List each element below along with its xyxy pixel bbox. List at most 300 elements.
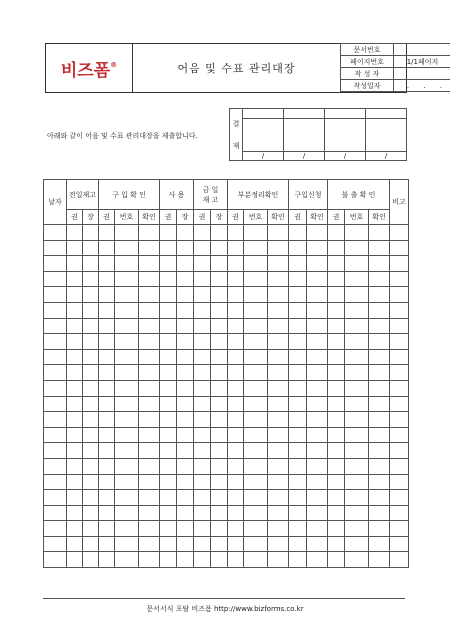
approval-sign-cell[interactable] bbox=[366, 119, 407, 152]
table-cell[interactable] bbox=[115, 490, 139, 506]
table-cell[interactable] bbox=[268, 427, 289, 443]
table-cell[interactable] bbox=[99, 396, 115, 412]
table-cell[interactable] bbox=[289, 365, 307, 381]
table-cell[interactable] bbox=[369, 474, 390, 490]
table-cell[interactable] bbox=[289, 474, 307, 490]
table-cell[interactable] bbox=[390, 334, 409, 350]
table-cell[interactable] bbox=[67, 536, 83, 552]
table-cell[interactable] bbox=[67, 225, 83, 241]
table-cell[interactable] bbox=[228, 334, 244, 350]
table-cell[interactable] bbox=[177, 552, 194, 568]
table-cell[interactable] bbox=[307, 365, 328, 381]
table-cell[interactable] bbox=[194, 458, 211, 474]
table-cell[interactable] bbox=[307, 396, 328, 412]
table-cell[interactable] bbox=[369, 318, 390, 334]
table-cell[interactable] bbox=[160, 521, 177, 537]
table-cell[interactable] bbox=[328, 271, 345, 287]
table-cell[interactable] bbox=[115, 256, 139, 272]
table-cell[interactable] bbox=[194, 552, 211, 568]
table-cell[interactable] bbox=[67, 521, 83, 537]
table-cell[interactable] bbox=[194, 443, 211, 459]
table-cell[interactable] bbox=[177, 458, 194, 474]
table-cell[interactable] bbox=[369, 225, 390, 241]
table-cell[interactable] bbox=[345, 427, 369, 443]
table-cell[interactable] bbox=[268, 521, 289, 537]
table-cell[interactable] bbox=[99, 380, 115, 396]
table-cell[interactable] bbox=[345, 505, 369, 521]
table-cell[interactable] bbox=[369, 271, 390, 287]
table-cell[interactable] bbox=[44, 287, 67, 303]
table-cell[interactable] bbox=[244, 521, 268, 537]
table-cell[interactable] bbox=[67, 458, 83, 474]
table-cell[interactable] bbox=[268, 225, 289, 241]
table-cell[interactable] bbox=[139, 318, 160, 334]
table-cell[interactable] bbox=[289, 412, 307, 428]
table-cell[interactable] bbox=[115, 302, 139, 318]
table-cell[interactable] bbox=[369, 240, 390, 256]
table-cell[interactable] bbox=[194, 380, 211, 396]
table-cell[interactable] bbox=[307, 412, 328, 428]
table-cell[interactable] bbox=[268, 302, 289, 318]
table-cell[interactable] bbox=[268, 552, 289, 568]
table-cell[interactable] bbox=[177, 287, 194, 303]
table-cell[interactable] bbox=[369, 365, 390, 381]
table-cell[interactable] bbox=[99, 536, 115, 552]
table-cell[interactable] bbox=[139, 552, 160, 568]
table-cell[interactable] bbox=[44, 521, 67, 537]
table-cell[interactable] bbox=[328, 412, 345, 428]
table-cell[interactable] bbox=[99, 427, 115, 443]
table-cell[interactable] bbox=[289, 536, 307, 552]
table-cell[interactable] bbox=[44, 505, 67, 521]
table-cell[interactable] bbox=[369, 287, 390, 303]
table-cell[interactable] bbox=[44, 552, 67, 568]
table-cell[interactable] bbox=[307, 490, 328, 506]
table-cell[interactable] bbox=[194, 271, 211, 287]
table-cell[interactable] bbox=[328, 318, 345, 334]
table-cell[interactable] bbox=[160, 302, 177, 318]
table-cell[interactable] bbox=[139, 490, 160, 506]
table-cell[interactable] bbox=[83, 505, 99, 521]
table-cell[interactable] bbox=[390, 443, 409, 459]
table-cell[interactable] bbox=[83, 380, 99, 396]
table-cell[interactable] bbox=[139, 474, 160, 490]
table-cell[interactable] bbox=[228, 396, 244, 412]
table-cell[interactable] bbox=[177, 490, 194, 506]
table-cell[interactable] bbox=[177, 225, 194, 241]
table-cell[interactable] bbox=[211, 536, 228, 552]
table-cell[interactable] bbox=[244, 318, 268, 334]
table-cell[interactable] bbox=[307, 474, 328, 490]
table-cell[interactable] bbox=[44, 240, 67, 256]
table-cell[interactable] bbox=[67, 552, 83, 568]
table-cell[interactable] bbox=[160, 318, 177, 334]
table-cell[interactable] bbox=[194, 287, 211, 303]
table-cell[interactable] bbox=[194, 318, 211, 334]
table-cell[interactable] bbox=[328, 380, 345, 396]
table-cell[interactable] bbox=[99, 287, 115, 303]
table-cell[interactable] bbox=[289, 271, 307, 287]
table-cell[interactable] bbox=[99, 443, 115, 459]
table-cell[interactable] bbox=[345, 334, 369, 350]
table-cell[interactable] bbox=[228, 256, 244, 272]
table-cell[interactable] bbox=[160, 287, 177, 303]
table-cell[interactable] bbox=[328, 427, 345, 443]
table-cell[interactable] bbox=[115, 521, 139, 537]
meta-value-doc-number[interactable] bbox=[394, 44, 450, 56]
table-cell[interactable] bbox=[83, 458, 99, 474]
table-cell[interactable] bbox=[160, 552, 177, 568]
table-cell[interactable] bbox=[211, 474, 228, 490]
table-cell[interactable] bbox=[139, 287, 160, 303]
table-cell[interactable] bbox=[83, 302, 99, 318]
table-cell[interactable] bbox=[115, 334, 139, 350]
table-cell[interactable] bbox=[83, 287, 99, 303]
table-cell[interactable] bbox=[244, 271, 268, 287]
table-cell[interactable] bbox=[99, 271, 115, 287]
table-cell[interactable] bbox=[44, 349, 67, 365]
table-cell[interactable] bbox=[307, 427, 328, 443]
table-cell[interactable] bbox=[99, 225, 115, 241]
table-cell[interactable] bbox=[268, 536, 289, 552]
table-cell[interactable] bbox=[83, 396, 99, 412]
approval-date-cell[interactable]: / bbox=[243, 152, 284, 161]
table-cell[interactable] bbox=[83, 334, 99, 350]
table-cell[interactable] bbox=[67, 302, 83, 318]
table-cell[interactable] bbox=[345, 396, 369, 412]
table-cell[interactable] bbox=[328, 302, 345, 318]
table-cell[interactable] bbox=[390, 505, 409, 521]
table-cell[interactable] bbox=[369, 380, 390, 396]
table-cell[interactable] bbox=[268, 256, 289, 272]
table-cell[interactable] bbox=[67, 365, 83, 381]
table-cell[interactable] bbox=[44, 380, 67, 396]
table-cell[interactable] bbox=[99, 318, 115, 334]
table-cell[interactable] bbox=[328, 287, 345, 303]
table-cell[interactable] bbox=[177, 365, 194, 381]
table-cell[interactable] bbox=[99, 365, 115, 381]
table-cell[interactable] bbox=[194, 334, 211, 350]
table-cell[interactable] bbox=[228, 302, 244, 318]
table-cell[interactable] bbox=[115, 443, 139, 459]
table-cell[interactable] bbox=[328, 443, 345, 459]
table-cell[interactable] bbox=[44, 271, 67, 287]
table-cell[interactable] bbox=[44, 334, 67, 350]
table-cell[interactable] bbox=[177, 334, 194, 350]
table-cell[interactable] bbox=[99, 334, 115, 350]
table-cell[interactable] bbox=[289, 302, 307, 318]
table-cell[interactable] bbox=[369, 458, 390, 474]
table-cell[interactable] bbox=[139, 412, 160, 428]
table-cell[interactable] bbox=[244, 490, 268, 506]
table-cell[interactable] bbox=[139, 427, 160, 443]
table-cell[interactable] bbox=[228, 287, 244, 303]
table-cell[interactable] bbox=[228, 427, 244, 443]
table-cell[interactable] bbox=[345, 474, 369, 490]
table-cell[interactable] bbox=[307, 271, 328, 287]
table-cell[interactable] bbox=[244, 443, 268, 459]
table-cell[interactable] bbox=[328, 334, 345, 350]
table-cell[interactable] bbox=[67, 380, 83, 396]
table-cell[interactable] bbox=[194, 349, 211, 365]
table-cell[interactable] bbox=[67, 334, 83, 350]
table-cell[interactable] bbox=[83, 271, 99, 287]
table-cell[interactable] bbox=[268, 271, 289, 287]
table-cell[interactable] bbox=[115, 225, 139, 241]
table-cell[interactable] bbox=[307, 225, 328, 241]
table-cell[interactable] bbox=[211, 458, 228, 474]
table-cell[interactable] bbox=[177, 349, 194, 365]
table-cell[interactable] bbox=[228, 349, 244, 365]
table-cell[interactable] bbox=[244, 396, 268, 412]
table-cell[interactable] bbox=[289, 490, 307, 506]
table-cell[interactable] bbox=[83, 349, 99, 365]
table-cell[interactable] bbox=[228, 443, 244, 459]
table-cell[interactable] bbox=[244, 349, 268, 365]
table-cell[interactable] bbox=[369, 349, 390, 365]
approval-date-cell[interactable]: / bbox=[325, 152, 366, 161]
table-cell[interactable] bbox=[160, 536, 177, 552]
table-cell[interactable] bbox=[390, 240, 409, 256]
table-cell[interactable] bbox=[160, 443, 177, 459]
table-cell[interactable] bbox=[307, 240, 328, 256]
table-cell[interactable] bbox=[390, 302, 409, 318]
table-cell[interactable] bbox=[390, 365, 409, 381]
table-cell[interactable] bbox=[99, 474, 115, 490]
table-cell[interactable] bbox=[99, 458, 115, 474]
approval-date-cell[interactable]: / bbox=[284, 152, 325, 161]
table-cell[interactable] bbox=[83, 552, 99, 568]
table-cell[interactable] bbox=[139, 349, 160, 365]
table-cell[interactable] bbox=[160, 412, 177, 428]
approval-sign-cell[interactable] bbox=[325, 119, 366, 152]
table-cell[interactable] bbox=[289, 380, 307, 396]
table-cell[interactable] bbox=[307, 521, 328, 537]
table-cell[interactable] bbox=[390, 287, 409, 303]
table-cell[interactable] bbox=[390, 349, 409, 365]
table-cell[interactable] bbox=[390, 271, 409, 287]
table-cell[interactable] bbox=[139, 240, 160, 256]
table-cell[interactable] bbox=[211, 318, 228, 334]
table-cell[interactable] bbox=[268, 458, 289, 474]
table-cell[interactable] bbox=[268, 318, 289, 334]
table-cell[interactable] bbox=[115, 365, 139, 381]
table-cell[interactable] bbox=[160, 256, 177, 272]
table-cell[interactable] bbox=[268, 349, 289, 365]
table-cell[interactable] bbox=[67, 474, 83, 490]
table-cell[interactable] bbox=[228, 458, 244, 474]
table-cell[interactable] bbox=[139, 536, 160, 552]
table-cell[interactable] bbox=[328, 256, 345, 272]
table-cell[interactable] bbox=[194, 536, 211, 552]
table-cell[interactable] bbox=[307, 256, 328, 272]
approval-title-cell[interactable] bbox=[284, 109, 325, 119]
table-cell[interactable] bbox=[228, 318, 244, 334]
table-cell[interactable] bbox=[345, 318, 369, 334]
table-cell[interactable] bbox=[289, 287, 307, 303]
table-cell[interactable] bbox=[345, 256, 369, 272]
table-cell[interactable] bbox=[211, 225, 228, 241]
table-cell[interactable] bbox=[194, 412, 211, 428]
table-cell[interactable] bbox=[115, 474, 139, 490]
table-cell[interactable] bbox=[328, 474, 345, 490]
table-cell[interactable] bbox=[211, 271, 228, 287]
table-cell[interactable] bbox=[211, 412, 228, 428]
table-cell[interactable] bbox=[83, 536, 99, 552]
table-cell[interactable] bbox=[194, 302, 211, 318]
table-cell[interactable] bbox=[115, 240, 139, 256]
table-cell[interactable] bbox=[244, 536, 268, 552]
table-cell[interactable] bbox=[289, 240, 307, 256]
table-cell[interactable] bbox=[67, 505, 83, 521]
table-cell[interactable] bbox=[228, 240, 244, 256]
table-cell[interactable] bbox=[44, 490, 67, 506]
table-cell[interactable] bbox=[99, 505, 115, 521]
table-cell[interactable] bbox=[307, 380, 328, 396]
table-cell[interactable] bbox=[83, 443, 99, 459]
meta-value-page-number[interactable]: 1/1페이지 bbox=[394, 56, 450, 68]
table-cell[interactable] bbox=[115, 271, 139, 287]
table-cell[interactable] bbox=[289, 349, 307, 365]
table-cell[interactable] bbox=[369, 334, 390, 350]
table-cell[interactable] bbox=[328, 225, 345, 241]
table-cell[interactable] bbox=[83, 256, 99, 272]
table-cell[interactable] bbox=[83, 365, 99, 381]
table-cell[interactable] bbox=[289, 334, 307, 350]
table-cell[interactable] bbox=[289, 256, 307, 272]
table-cell[interactable] bbox=[139, 256, 160, 272]
table-cell[interactable] bbox=[345, 302, 369, 318]
table-cell[interactable] bbox=[211, 380, 228, 396]
table-cell[interactable] bbox=[67, 412, 83, 428]
table-cell[interactable] bbox=[194, 490, 211, 506]
table-cell[interactable] bbox=[67, 318, 83, 334]
table-cell[interactable] bbox=[67, 490, 83, 506]
table-cell[interactable] bbox=[211, 505, 228, 521]
table-cell[interactable] bbox=[139, 380, 160, 396]
table-cell[interactable] bbox=[307, 536, 328, 552]
table-cell[interactable] bbox=[244, 380, 268, 396]
table-cell[interactable] bbox=[369, 443, 390, 459]
table-cell[interactable] bbox=[228, 552, 244, 568]
table-cell[interactable] bbox=[307, 505, 328, 521]
table-cell[interactable] bbox=[345, 490, 369, 506]
table-cell[interactable] bbox=[244, 287, 268, 303]
table-cell[interactable] bbox=[390, 256, 409, 272]
table-cell[interactable] bbox=[228, 505, 244, 521]
table-cell[interactable] bbox=[211, 287, 228, 303]
table-cell[interactable] bbox=[345, 458, 369, 474]
table-cell[interactable] bbox=[328, 552, 345, 568]
table-cell[interactable] bbox=[194, 474, 211, 490]
table-cell[interactable] bbox=[345, 365, 369, 381]
table-cell[interactable] bbox=[345, 287, 369, 303]
table-cell[interactable] bbox=[268, 474, 289, 490]
table-cell[interactable] bbox=[177, 474, 194, 490]
table-cell[interactable] bbox=[228, 521, 244, 537]
table-cell[interactable] bbox=[307, 302, 328, 318]
table-cell[interactable] bbox=[289, 505, 307, 521]
table-cell[interactable] bbox=[345, 521, 369, 537]
table-cell[interactable] bbox=[160, 380, 177, 396]
table-cell[interactable] bbox=[99, 521, 115, 537]
meta-value-author[interactable] bbox=[394, 68, 450, 80]
table-cell[interactable] bbox=[139, 225, 160, 241]
table-cell[interactable] bbox=[194, 365, 211, 381]
table-cell[interactable] bbox=[139, 458, 160, 474]
table-cell[interactable] bbox=[345, 552, 369, 568]
table-cell[interactable] bbox=[307, 318, 328, 334]
table-cell[interactable] bbox=[228, 490, 244, 506]
table-cell[interactable] bbox=[160, 349, 177, 365]
table-cell[interactable] bbox=[44, 443, 67, 459]
table-cell[interactable] bbox=[268, 490, 289, 506]
table-cell[interactable] bbox=[268, 287, 289, 303]
table-cell[interactable] bbox=[67, 240, 83, 256]
table-cell[interactable] bbox=[139, 334, 160, 350]
table-cell[interactable] bbox=[369, 490, 390, 506]
table-cell[interactable] bbox=[115, 536, 139, 552]
table-cell[interactable] bbox=[228, 536, 244, 552]
table-cell[interactable] bbox=[177, 536, 194, 552]
table-cell[interactable] bbox=[390, 225, 409, 241]
table-cell[interactable] bbox=[67, 256, 83, 272]
table-cell[interactable] bbox=[307, 287, 328, 303]
table-cell[interactable] bbox=[177, 412, 194, 428]
table-cell[interactable] bbox=[160, 334, 177, 350]
table-cell[interactable] bbox=[307, 349, 328, 365]
approval-title-cell[interactable] bbox=[325, 109, 366, 119]
table-cell[interactable] bbox=[177, 256, 194, 272]
table-cell[interactable] bbox=[83, 490, 99, 506]
table-cell[interactable] bbox=[328, 458, 345, 474]
table-cell[interactable] bbox=[390, 474, 409, 490]
table-cell[interactable] bbox=[160, 240, 177, 256]
table-cell[interactable] bbox=[67, 396, 83, 412]
table-cell[interactable] bbox=[83, 474, 99, 490]
table-cell[interactable] bbox=[44, 458, 67, 474]
table-cell[interactable] bbox=[160, 365, 177, 381]
table-cell[interactable] bbox=[194, 256, 211, 272]
approval-title-cell[interactable] bbox=[366, 109, 407, 119]
table-cell[interactable] bbox=[211, 349, 228, 365]
table-cell[interactable] bbox=[99, 256, 115, 272]
table-cell[interactable] bbox=[369, 396, 390, 412]
table-cell[interactable] bbox=[244, 427, 268, 443]
table-cell[interactable] bbox=[177, 380, 194, 396]
table-cell[interactable] bbox=[194, 240, 211, 256]
table-cell[interactable] bbox=[328, 365, 345, 381]
table-cell[interactable] bbox=[328, 349, 345, 365]
table-cell[interactable] bbox=[44, 474, 67, 490]
table-cell[interactable] bbox=[115, 458, 139, 474]
table-cell[interactable] bbox=[307, 334, 328, 350]
table-cell[interactable] bbox=[244, 256, 268, 272]
table-cell[interactable] bbox=[390, 490, 409, 506]
table-cell[interactable] bbox=[228, 380, 244, 396]
table-cell[interactable] bbox=[160, 490, 177, 506]
table-cell[interactable] bbox=[177, 302, 194, 318]
table-cell[interactable] bbox=[67, 349, 83, 365]
table-cell[interactable] bbox=[345, 349, 369, 365]
table-cell[interactable] bbox=[345, 380, 369, 396]
table-cell[interactable] bbox=[328, 521, 345, 537]
table-cell[interactable] bbox=[160, 225, 177, 241]
table-cell[interactable] bbox=[211, 443, 228, 459]
table-cell[interactable] bbox=[44, 427, 67, 443]
table-cell[interactable] bbox=[99, 349, 115, 365]
table-cell[interactable] bbox=[115, 318, 139, 334]
